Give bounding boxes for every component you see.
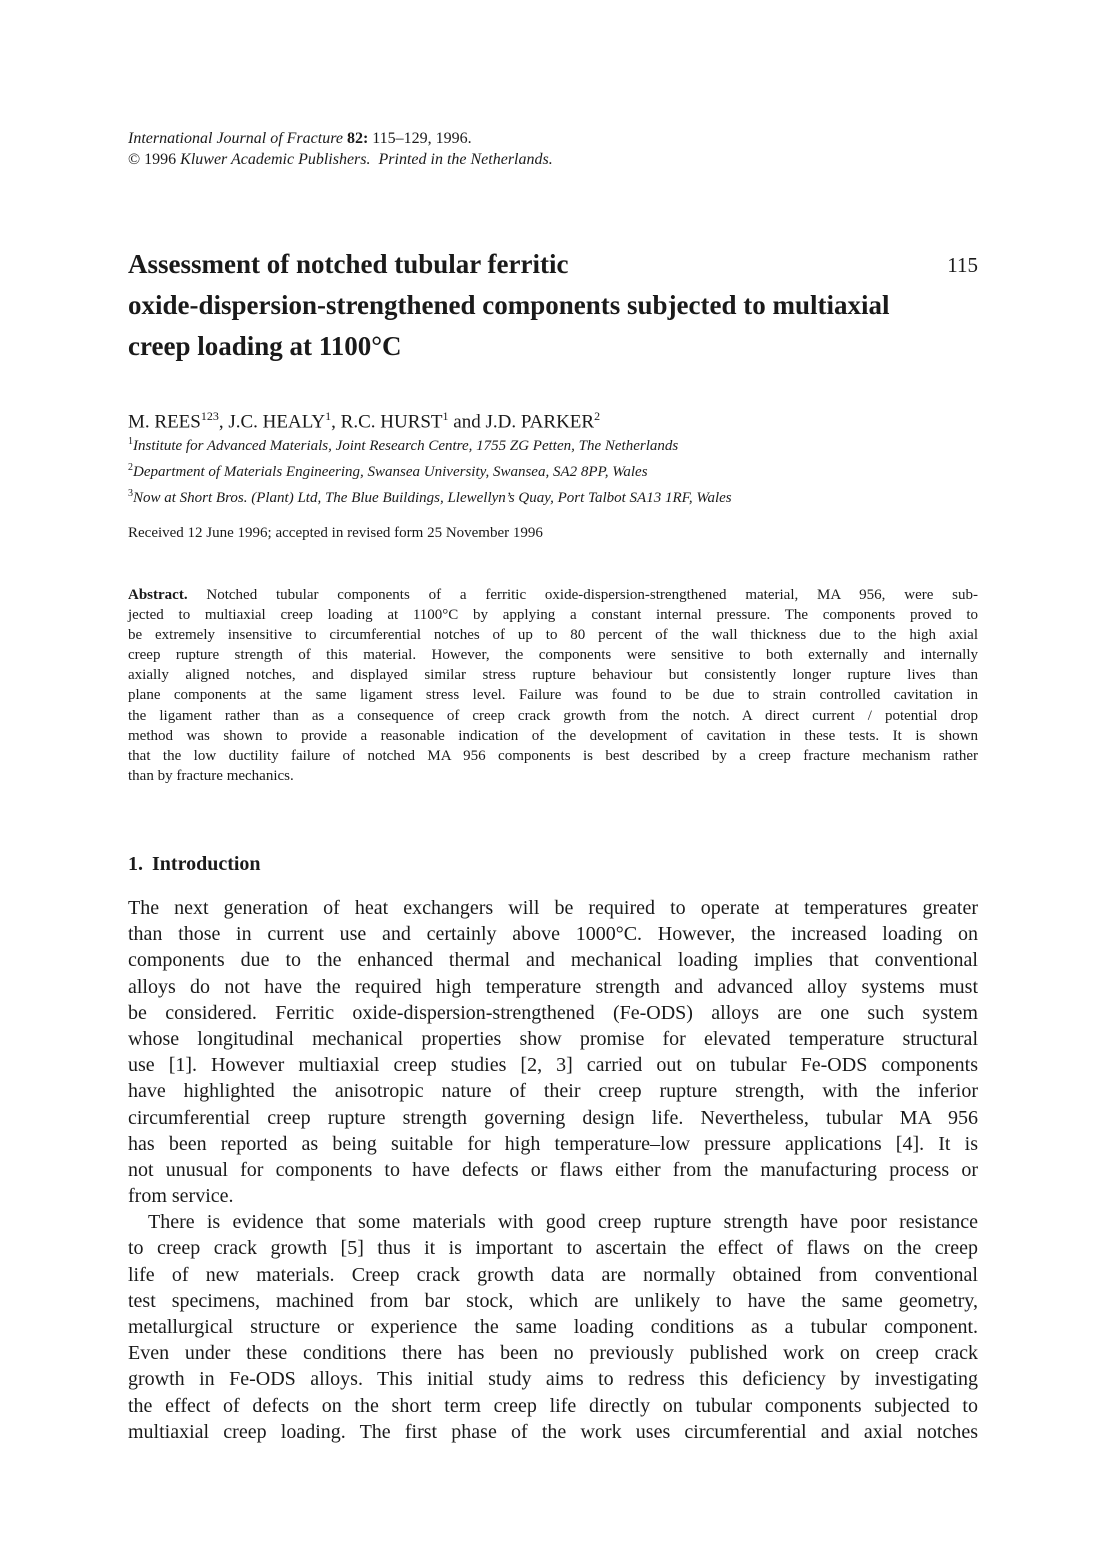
paragraph-line: to creep crack growth [5] thus it is important to ascertain the effect of flaws on the creep <box>128 1237 978 1260</box>
paper-title <box>128 244 978 367</box>
paragraph-line: has been reported as being suitable for high temperature–low pressure applications [4]. It is <box>128 1132 978 1155</box>
publisher-name: Kluwer Academic Publishers. <box>180 151 371 168</box>
paragraph-line: growth in Fe-ODS alloys. This initial study aims to redress this deficiency by investigating <box>128 1368 978 1391</box>
affiliation <box>128 431 978 457</box>
paragraph-line: There is evidence that some materials with good creep rupture strength have poor resistance <box>148 1211 978 1234</box>
paragraph-line: use [1]. However multiaxial creep studies [2, 3] carried out on tubular Fe-ODS components <box>128 1054 978 1077</box>
copyright-line <box>128 149 978 170</box>
paragraph-line: multiaxial creep loading. The first phase of the work uses circumferential and axial notches <box>128 1420 978 1443</box>
affiliation-text: Now at Short Bros. (Plant) Ltd, The Blue Buildings, Llewellyn’s Quay, Port Talbot SA13 1RF, Wales <box>133 490 732 506</box>
paragraph-line: be considered. Ferritic oxide-dispersion-strengthened (Fe-ODS) alloys are one such system <box>128 1001 978 1024</box>
journal-volume: 82: <box>346 130 369 147</box>
paragraph-line: have highlighted the anisotropic nature of their creep rupture strength, with the inferior <box>128 1080 978 1103</box>
paragraph-line: alloys do not have the required high temperature strength and advanced alloy systems must <box>128 975 978 998</box>
author-separator: , <box>331 411 341 433</box>
abstract-line <box>128 585 978 605</box>
paragraph <box>128 895 978 1209</box>
paragraph-line: from service. <box>128 1185 234 1208</box>
paragraph-line: the effect of defects on the short term creep life directly on tubular components subjected to <box>128 1394 978 1417</box>
author-list <box>128 405 978 433</box>
paragraph-line: than those in current use and certainly above 1000°C. However, the increased loading on <box>128 923 978 946</box>
author-affiliation-mark: 2 <box>594 409 601 423</box>
section-title: Introduction <box>152 853 261 875</box>
author-separator: and <box>448 411 486 433</box>
paragraph-line: whose longitudinal mechanical properties show promise for elevated temperature structural <box>128 1027 978 1050</box>
affiliation-mark: 2 <box>128 462 133 473</box>
copyright-symbol: © <box>128 151 141 168</box>
abstract-line: the ligament rather than as a consequence of creep crack growth from the notch. A direct current / potential drop <box>128 707 978 724</box>
section-heading-introduction <box>128 851 261 877</box>
abstract-line: be extremely insensitive to circumferential notches of up to 80 percent of the wall thickness due to the high axial <box>128 627 978 644</box>
author-name: J.D. PARKER <box>485 411 595 433</box>
paragraph-line: not unusual for components to have defects or flaws either from the manufacturing process or <box>128 1158 978 1181</box>
affiliation <box>128 457 978 483</box>
paragraph-line: The next generation of heat exchangers will be required to operate at temperatures greater <box>128 897 978 919</box>
introduction-body <box>128 895 978 1445</box>
affiliation-mark: 1 <box>128 436 133 447</box>
author-name: R.C. HURST <box>340 411 443 433</box>
author-affiliation-mark: 123 <box>200 409 219 423</box>
paragraph-line: components due to the enhanced thermal and mechanical loading implies that conventional <box>128 949 978 972</box>
affiliation-mark: 3 <box>128 488 133 499</box>
author-separator: , <box>218 411 229 433</box>
abstract-line-text: Notched tubular components of a ferritic oxide-dispersion-strengthened material, MA 956, were sub- <box>206 587 979 603</box>
abstract-label: Abstract. <box>128 587 188 603</box>
affiliation-text: Department of Materials Engineering, Swansea University, Swansea, SA2 8PP, Wales <box>133 464 648 480</box>
journal-citation <box>128 128 978 149</box>
journal-pages-year: 115–129, 1996. <box>372 130 472 147</box>
paragraph-line: metallurgical structure or experience the same loading conditions as a tubular component. <box>128 1316 978 1338</box>
paragraph-line: life of new materials. Creep crack growth data are normally obtained from conventional <box>128 1263 978 1286</box>
affiliation-list <box>128 431 978 509</box>
title-line: Assessment of notched tubular ferritic <box>128 249 569 279</box>
paragraph-line: circumferential creep rupture strength governing design life. Nevertheless, tubular MA 956 <box>128 1106 978 1129</box>
affiliation <box>128 483 978 509</box>
copyright-year: 1996 <box>144 151 177 168</box>
abstract-line: plane components at the same ligament stress level. Failure was found to be due to strain controlled cavitation in <box>128 687 978 704</box>
abstract <box>128 585 978 786</box>
journal-name: International Journal of Fracture <box>128 130 343 147</box>
affiliation-text: Institute for Advanced Materials, Joint Research Centre, 1755 ZG Petten, The Netherlands <box>133 438 679 454</box>
abstract-line: method was shown to provide a reasonable indication of the development of cavitation in these tests. It is shown <box>128 727 978 744</box>
section-number: 1. <box>128 853 143 875</box>
received-dates: Received 12 June 1996; accepted in revised form 25 November 1996 <box>128 525 543 541</box>
title-line: creep loading at 1100°C <box>128 331 402 361</box>
author-affiliation-mark: 1 <box>325 409 332 423</box>
author-name: J.C. HEALY <box>228 411 326 433</box>
author-affiliation-mark: 1 <box>442 409 449 423</box>
abstract-line: jected to multiaxial creep loading at 1100°C by applying a constant internal pressure. The components proved to <box>128 607 978 624</box>
page-number: 115 <box>947 253 978 277</box>
paragraph-line: Even under these conditions there has been no previously published work on creep crack <box>128 1342 978 1365</box>
abstract-line: creep rupture strength of this material. However, the components were sensitive to both externally and internally <box>128 647 978 664</box>
abstract-line: axially aligned notches, and displayed similar stress rupture behaviour but consistently longer rupture lives than <box>128 667 978 684</box>
abstract-line: than by fracture mechanics. <box>128 767 294 784</box>
abstract-line: that the low ductility failure of notched MA 956 components is best described by a creep fracture mechanism rather <box>128 747 978 764</box>
author-name: M. REES <box>128 411 201 433</box>
printed-note: Printed in the Netherlands. <box>378 151 553 168</box>
paragraph-line: test specimens, machined from bar stock, which are unlikely to have the same geometry, <box>128 1289 978 1312</box>
paragraph <box>128 1209 978 1445</box>
title-line: oxide-dispersion-strengthened components subjected to multiaxial <box>128 290 890 320</box>
